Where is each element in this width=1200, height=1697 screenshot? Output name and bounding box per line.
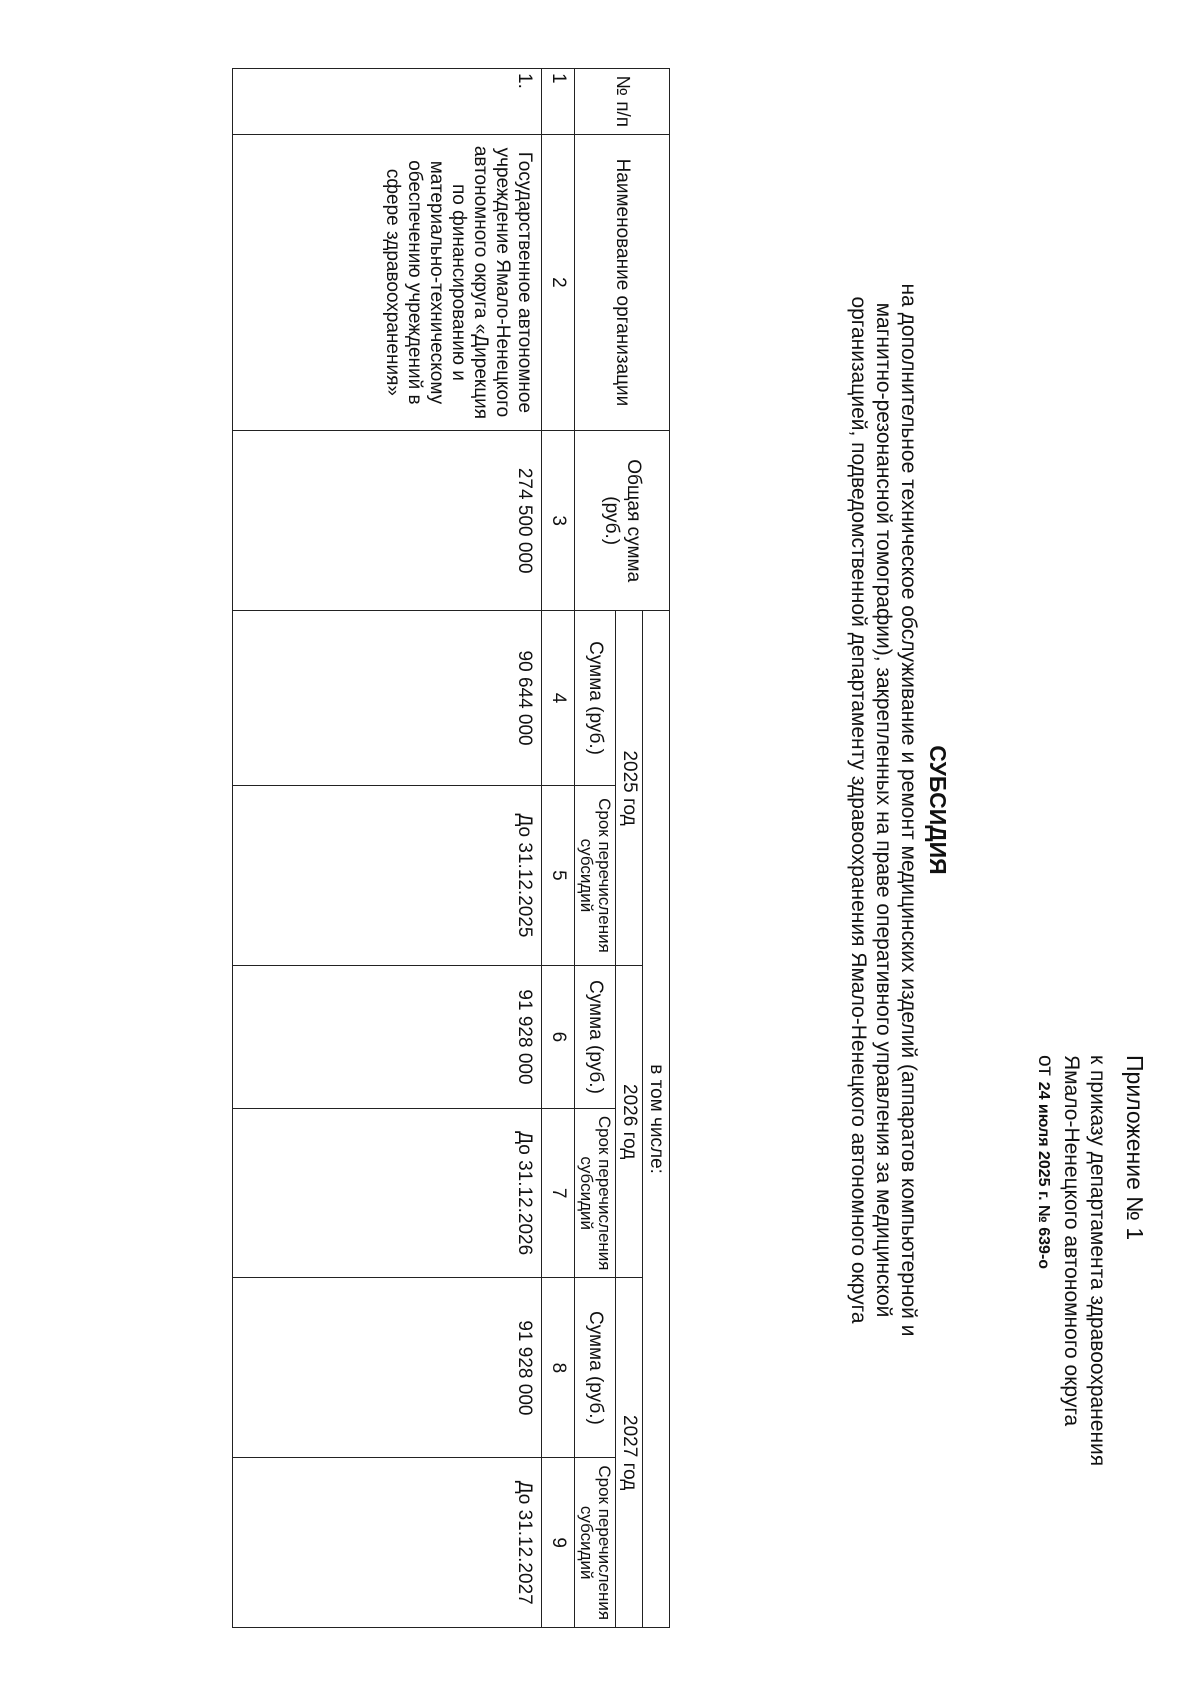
header-sum-2025: Сумма (руб.) xyxy=(575,611,616,786)
header-sum-2026: Сумма (руб.) xyxy=(575,965,616,1108)
table-row xyxy=(233,69,542,1628)
row-sum-2027: 91 928 000 xyxy=(233,1278,542,1458)
appendix-line-2: Ямало-Ненецкого автономного округа xyxy=(1060,1055,1083,1427)
heading-line-3: организацией, подведомственной департаменту здравоохранения Ямало-Ненецкого автономного округа xyxy=(847,296,870,1324)
header-term-2027: Срок перечисления субсидий xyxy=(575,1458,616,1628)
column-number-row xyxy=(542,69,575,1628)
header-including: в том числе: xyxy=(643,611,670,1628)
row-term-2026: До 31.12.2026 xyxy=(233,1108,542,1277)
row-term-2025: До 31.12.2025 xyxy=(233,785,542,965)
column-number: 4 xyxy=(542,611,575,786)
column-number: 3 xyxy=(542,431,575,611)
row-term-2027: До 31.12.2027 xyxy=(233,1458,542,1628)
column-number: 8 xyxy=(542,1278,575,1458)
header-row-1 xyxy=(643,69,670,1628)
row-total: 274 500 000 xyxy=(233,431,542,611)
row-sum-2026: 91 928 000 xyxy=(233,965,542,1108)
row-sum-2025: 90 644 000 xyxy=(233,611,542,786)
header-year-2025: 2025 год xyxy=(616,611,643,966)
heading-title: СУБСИДИЯ xyxy=(925,745,951,875)
appendix-line-1: к приказу департамента здравоохранения xyxy=(1086,1055,1109,1467)
header-num: № п/п xyxy=(575,69,670,135)
header-term-2026: Срок перечисления субсидий xyxy=(575,1108,616,1277)
appendix-title: Приложение № 1 xyxy=(1122,1055,1148,1241)
column-number: 9 xyxy=(542,1458,575,1628)
appendix-block xyxy=(1030,1055,1148,1615)
appendix-date-value: 24 июля 2025 г. № 639-о xyxy=(1035,1081,1052,1270)
column-number: 1 xyxy=(542,69,575,135)
appendix-date-line xyxy=(1030,1055,1058,1615)
row-num: 1. xyxy=(233,69,542,135)
column-number: 5 xyxy=(542,785,575,965)
header-org: Наименование организации xyxy=(575,134,670,431)
header-year-2026: 2026 год xyxy=(616,965,643,1277)
row-org: Государственное автономное учреждение Ямало-Ненецкого автономного округа «Дирекция по финансированию и материально-техническому обеспечению учреждений в сфере здравоохранения» xyxy=(233,134,542,431)
column-number: 6 xyxy=(542,965,575,1108)
header-sum-2027: Сумма (руб.) xyxy=(575,1278,616,1458)
appendix-date-prefix: от xyxy=(1034,1055,1057,1076)
heading-line-2: магнитно-резонансной томографии), закрепленных на праве оперативного управления за медицинской xyxy=(872,302,895,1318)
header-year-2027: 2027 год xyxy=(616,1278,643,1628)
header-term-2025: Срок перечисления субсидий xyxy=(575,785,616,965)
heading-line-1: на дополнительное техническое обслуживание и ремонт медицинских изделий (аппаратов компьютерной и xyxy=(897,283,920,1337)
subsidy-table xyxy=(232,68,670,1628)
header-total: Общая сумма (руб.) xyxy=(575,431,670,611)
column-number: 2 xyxy=(542,134,575,431)
column-number: 7 xyxy=(542,1108,575,1277)
document-heading xyxy=(846,120,950,1500)
